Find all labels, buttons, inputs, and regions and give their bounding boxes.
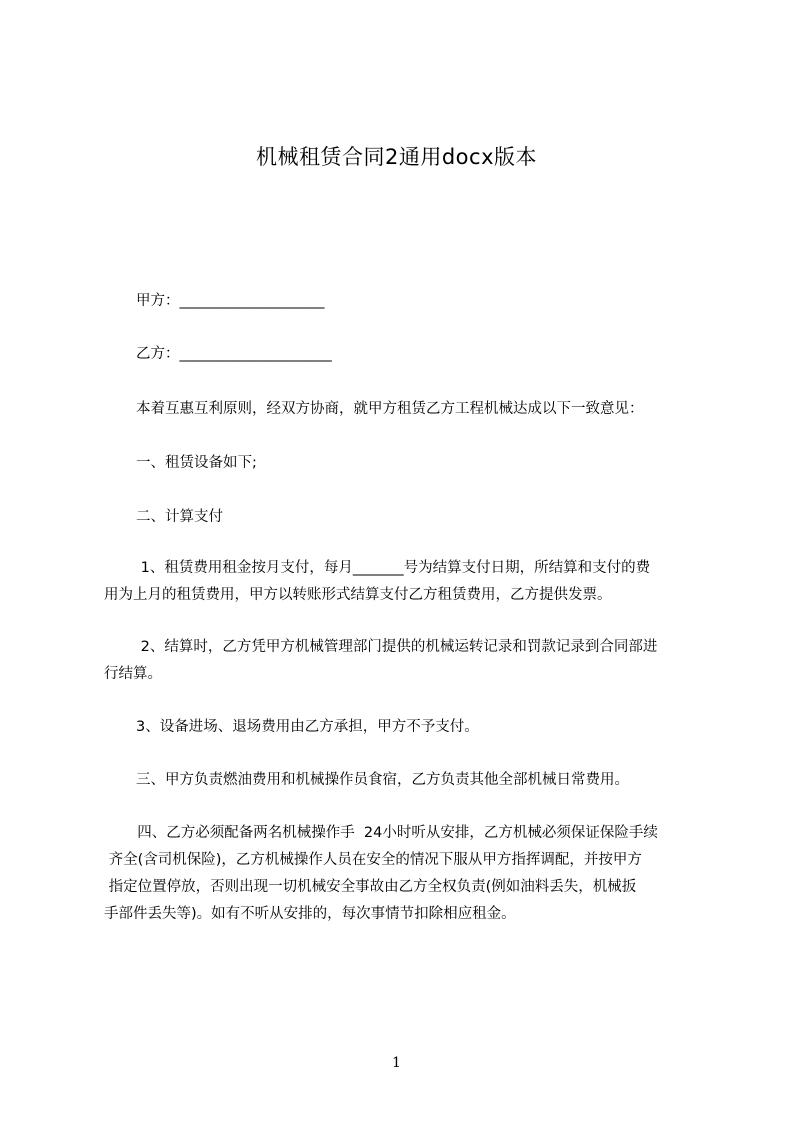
clause-2-3: 3、设备进场、退场费用由乙方承担，甲方不予支付。 bbox=[136, 719, 479, 735]
section-4-line-3: 指定位置停放，否则出现一切机械安全事故由乙方全权负责(例如油料丢失，机械扳 bbox=[104, 879, 637, 895]
clause-2-2-line-1: 2、结算时，乙方凭甲方机械管理部门提供的机械运转记录和罚款记录到合同部进 bbox=[136, 639, 658, 655]
section-4-line-1: 四、乙方必须配备两名机械操作手 24小时听从安排，乙方机械必须保证保险手续 bbox=[128, 825, 658, 841]
section-4-paragraph bbox=[104, 820, 658, 928]
clause-2-1-line-1: 1、租赁费用租金按月支付，每月_______号为结算支付日期，所结算和支付的费 bbox=[136, 560, 651, 576]
clause-2-1 bbox=[104, 555, 650, 609]
intro-paragraph: 本着互惠互利原则，经双方协商，就甲方租赁乙方工程机械达成以下一致意见： bbox=[136, 401, 644, 417]
clause-2-2-line-2: 行结算。 bbox=[104, 666, 162, 682]
party-b-line: 乙方：_____________________ bbox=[136, 346, 332, 362]
section-2-heading: 二、计算支付 bbox=[136, 509, 223, 525]
section-4-line-4: 手部件丢失等)。如有不听从安排的，每次事情节扣除相应租金。 bbox=[104, 906, 516, 922]
section-3-paragraph: 三、甲方负责燃油费用和机械操作员食宿，乙方负责其他全部机械日常费用。 bbox=[136, 772, 629, 788]
clause-2-2 bbox=[104, 634, 657, 688]
section-4-line-2: 齐全(含司机保险)，乙方机械操作人员在安全的情况下服从甲方指挥调配，并按甲方 bbox=[104, 852, 642, 868]
document-title: 机械租赁合同2通用docx版本 bbox=[255, 145, 537, 169]
section-1-heading: 一、租赁设备如下; bbox=[136, 455, 257, 471]
clause-2-1-line-2: 用为上月的租赁费用，甲方以转账形式结算支付乙方租赁费用，乙方提供发票。 bbox=[104, 587, 612, 603]
page-number: 1 bbox=[392, 1055, 401, 1071]
party-a-line: 甲方：____________________ bbox=[136, 293, 325, 309]
